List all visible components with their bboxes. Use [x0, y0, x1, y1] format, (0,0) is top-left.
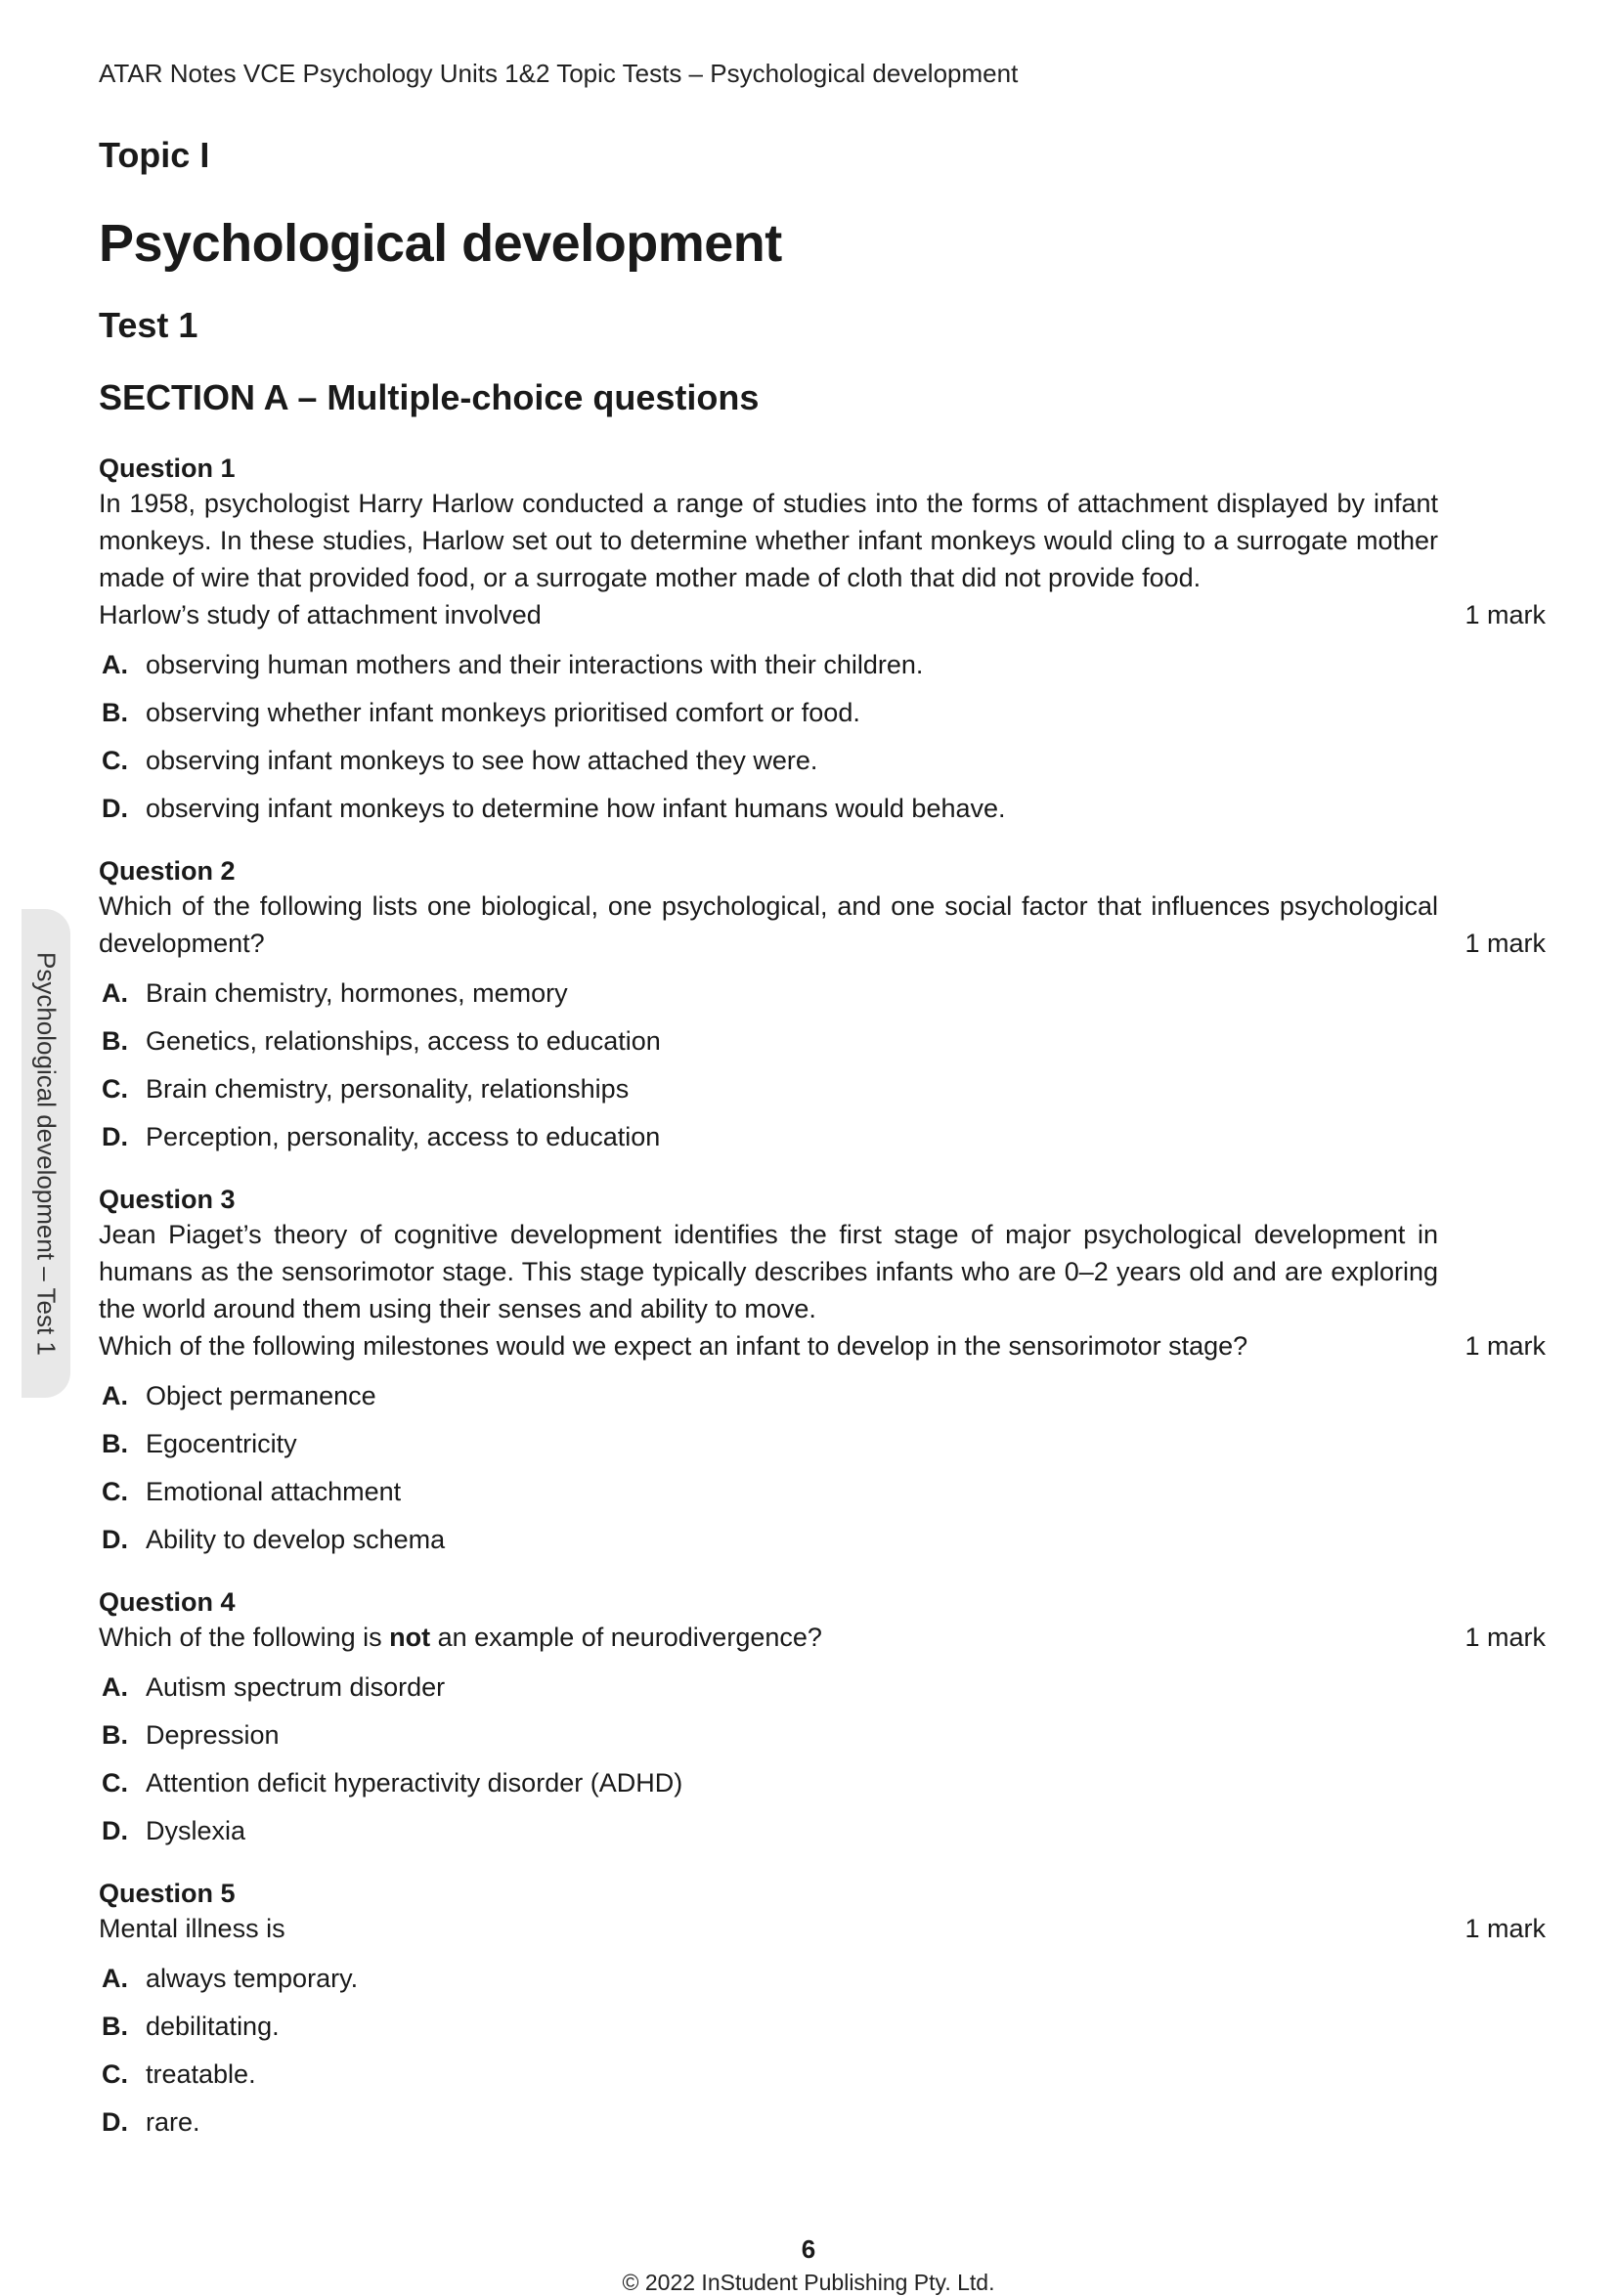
option-text: debilitating. [146, 2012, 280, 2041]
option-letter: D. [102, 1816, 128, 1845]
option-letter: B. [102, 1429, 128, 1458]
option-text: observing infant monkeys to see how attached they were. [146, 746, 818, 775]
option-a[interactable] [99, 1372, 1546, 1420]
option-c[interactable] [99, 1065, 1546, 1113]
option-text: Emotional attachment [146, 1477, 402, 1506]
question-list [99, 452, 1546, 2168]
question-stem-row [99, 1910, 1546, 1947]
question-2 [99, 854, 1546, 1161]
option-d[interactable] [99, 1113, 1546, 1161]
question-heading: Question 5 [99, 1879, 236, 1908]
topic-label: Topic I [99, 135, 210, 175]
option-text: treatable. [146, 2059, 256, 2089]
option-b[interactable] [99, 689, 1546, 737]
option-list [99, 641, 1546, 833]
question-marks: 1 mark [1464, 1331, 1546, 1361]
option-c[interactable] [99, 1468, 1546, 1516]
question-5 [99, 1877, 1546, 2146]
option-text: Genetics, relationships, access to education [146, 1026, 661, 1056]
option-text: always temporary. [146, 1964, 359, 1993]
question-stem-row [99, 1327, 1546, 1365]
option-letter: C. [102, 1074, 128, 1104]
question-body: Jean Piaget’s theory of cognitive development identifies the first stage of major psychological development in humans as the sensorimotor stage. This stage typically describes infants who are 0–2 years old and are exploring the world around them using their senses and ability to move. [99, 1220, 1438, 1323]
option-b[interactable] [99, 1711, 1546, 1759]
option-letter: D. [102, 1525, 128, 1554]
option-text: Depression [146, 1720, 280, 1750]
question-stem-row [99, 1619, 1546, 1656]
option-list [99, 1955, 1546, 2146]
option-a[interactable] [99, 970, 1546, 1018]
question-body: In 1958, psychologist Harry Harlow conducted a range of studies into the forms of attachment displayed by infant monkeys. In these studies, Harlow set out to determine whether infant monkeys would cling to a surrogate mother made of wire that provided food, or a surrogate mother made of cloth that did not provide food. [99, 489, 1438, 592]
running-header: ATAR Notes VCE Psychology Units 1&2 Topic Tests – Psychological development [99, 59, 1019, 88]
stem-text-after: an example of neurodivergence? [430, 1623, 822, 1652]
test-label: Test 1 [99, 305, 198, 345]
option-letter: D. [102, 794, 128, 823]
option-list [99, 1664, 1546, 1855]
side-tab-label: Psychological development – Test 1 [31, 951, 62, 1356]
section-title: SECTION A – Multiple-choice questions [99, 377, 760, 417]
option-text: Brain chemistry, hormones, memory [146, 978, 568, 1008]
option-list [99, 970, 1546, 1161]
option-letter: D. [102, 2107, 128, 2137]
page-number: 6 [801, 2234, 816, 2264]
stem-emphasis: not [389, 1623, 431, 1652]
option-text: Attention deficit hyperactivity disorder (ADHD) [146, 1768, 683, 1798]
option-c[interactable] [99, 1759, 1546, 1807]
option-a[interactable] [99, 641, 1546, 689]
option-text: rare. [146, 2107, 200, 2137]
option-letter: A. [102, 1672, 128, 1702]
question-stem: Harlow’s study of attachment involved [99, 600, 542, 629]
option-text: observing whether infant monkeys prioritised comfort or food. [146, 698, 860, 727]
question-3 [99, 1183, 1546, 1564]
question-heading: Question 4 [99, 1587, 236, 1617]
option-letter: A. [102, 978, 128, 1008]
option-b[interactable] [99, 1018, 1546, 1065]
question-stem-row [99, 888, 1546, 962]
option-a[interactable] [99, 1955, 1546, 2003]
option-text: Egocentricity [146, 1429, 297, 1458]
option-letter: C. [102, 2059, 128, 2089]
option-text: Perception, personality, access to education [146, 1122, 661, 1151]
option-d[interactable] [99, 1516, 1546, 1564]
option-letter: B. [102, 2012, 128, 2041]
option-text: observing human mothers and their interactions with their children. [146, 650, 924, 679]
option-letter: A. [102, 1964, 128, 1993]
option-b[interactable] [99, 2003, 1546, 2051]
question-4 [99, 1585, 1546, 1855]
option-text: Object permanence [146, 1381, 376, 1410]
side-tab [22, 909, 70, 1398]
option-a[interactable] [99, 1664, 1546, 1711]
option-letter: C. [102, 1477, 128, 1506]
copyright-notice: © 2022 InStudent Publishing Pty. Ltd. [622, 2270, 995, 2295]
question-heading: Question 1 [99, 454, 236, 483]
option-text: Autism spectrum disorder [146, 1672, 446, 1702]
question-stem-row [99, 596, 1546, 633]
option-letter: B. [102, 1026, 128, 1056]
option-text: Dyslexia [146, 1816, 246, 1845]
question-heading: Question 2 [99, 856, 236, 886]
question-1 [99, 452, 1546, 833]
option-d[interactable] [99, 1807, 1546, 1855]
option-c[interactable] [99, 2051, 1546, 2099]
option-text: observing infant monkeys to determine how infant humans would behave. [146, 794, 1006, 823]
option-letter: D. [102, 1122, 128, 1151]
option-b[interactable] [99, 1420, 1546, 1468]
option-text: Brain chemistry, personality, relationships [146, 1074, 630, 1104]
page-title: Psychological development [99, 214, 782, 273]
option-letter: C. [102, 1768, 128, 1798]
question-marks: 1 mark [1464, 600, 1546, 629]
option-d[interactable] [99, 785, 1546, 833]
option-d[interactable] [99, 2099, 1546, 2146]
question-stem: Which of the following lists one biological, one psychological, and one social factor that influences psychological development? [99, 891, 1438, 958]
option-letter: B. [102, 698, 128, 727]
option-letter: B. [102, 1720, 128, 1750]
option-text: Ability to develop schema [146, 1525, 446, 1554]
option-list [99, 1372, 1546, 1564]
option-letter: A. [102, 1381, 128, 1410]
question-marks: 1 mark [1464, 929, 1546, 958]
question-stem [99, 1619, 1438, 1656]
question-marks: 1 mark [1464, 1914, 1546, 1943]
question-stem: Mental illness is [99, 1914, 285, 1943]
option-c[interactable] [99, 737, 1546, 785]
question-stem: Which of the following milestones would we expect an infant to develop in the sensorimotor stage? [99, 1331, 1248, 1361]
option-letter: A. [102, 650, 128, 679]
question-marks: 1 mark [1464, 1623, 1546, 1652]
stem-text-before: Which of the following is [99, 1623, 390, 1652]
question-heading: Question 3 [99, 1185, 236, 1214]
option-letter: C. [102, 746, 128, 775]
